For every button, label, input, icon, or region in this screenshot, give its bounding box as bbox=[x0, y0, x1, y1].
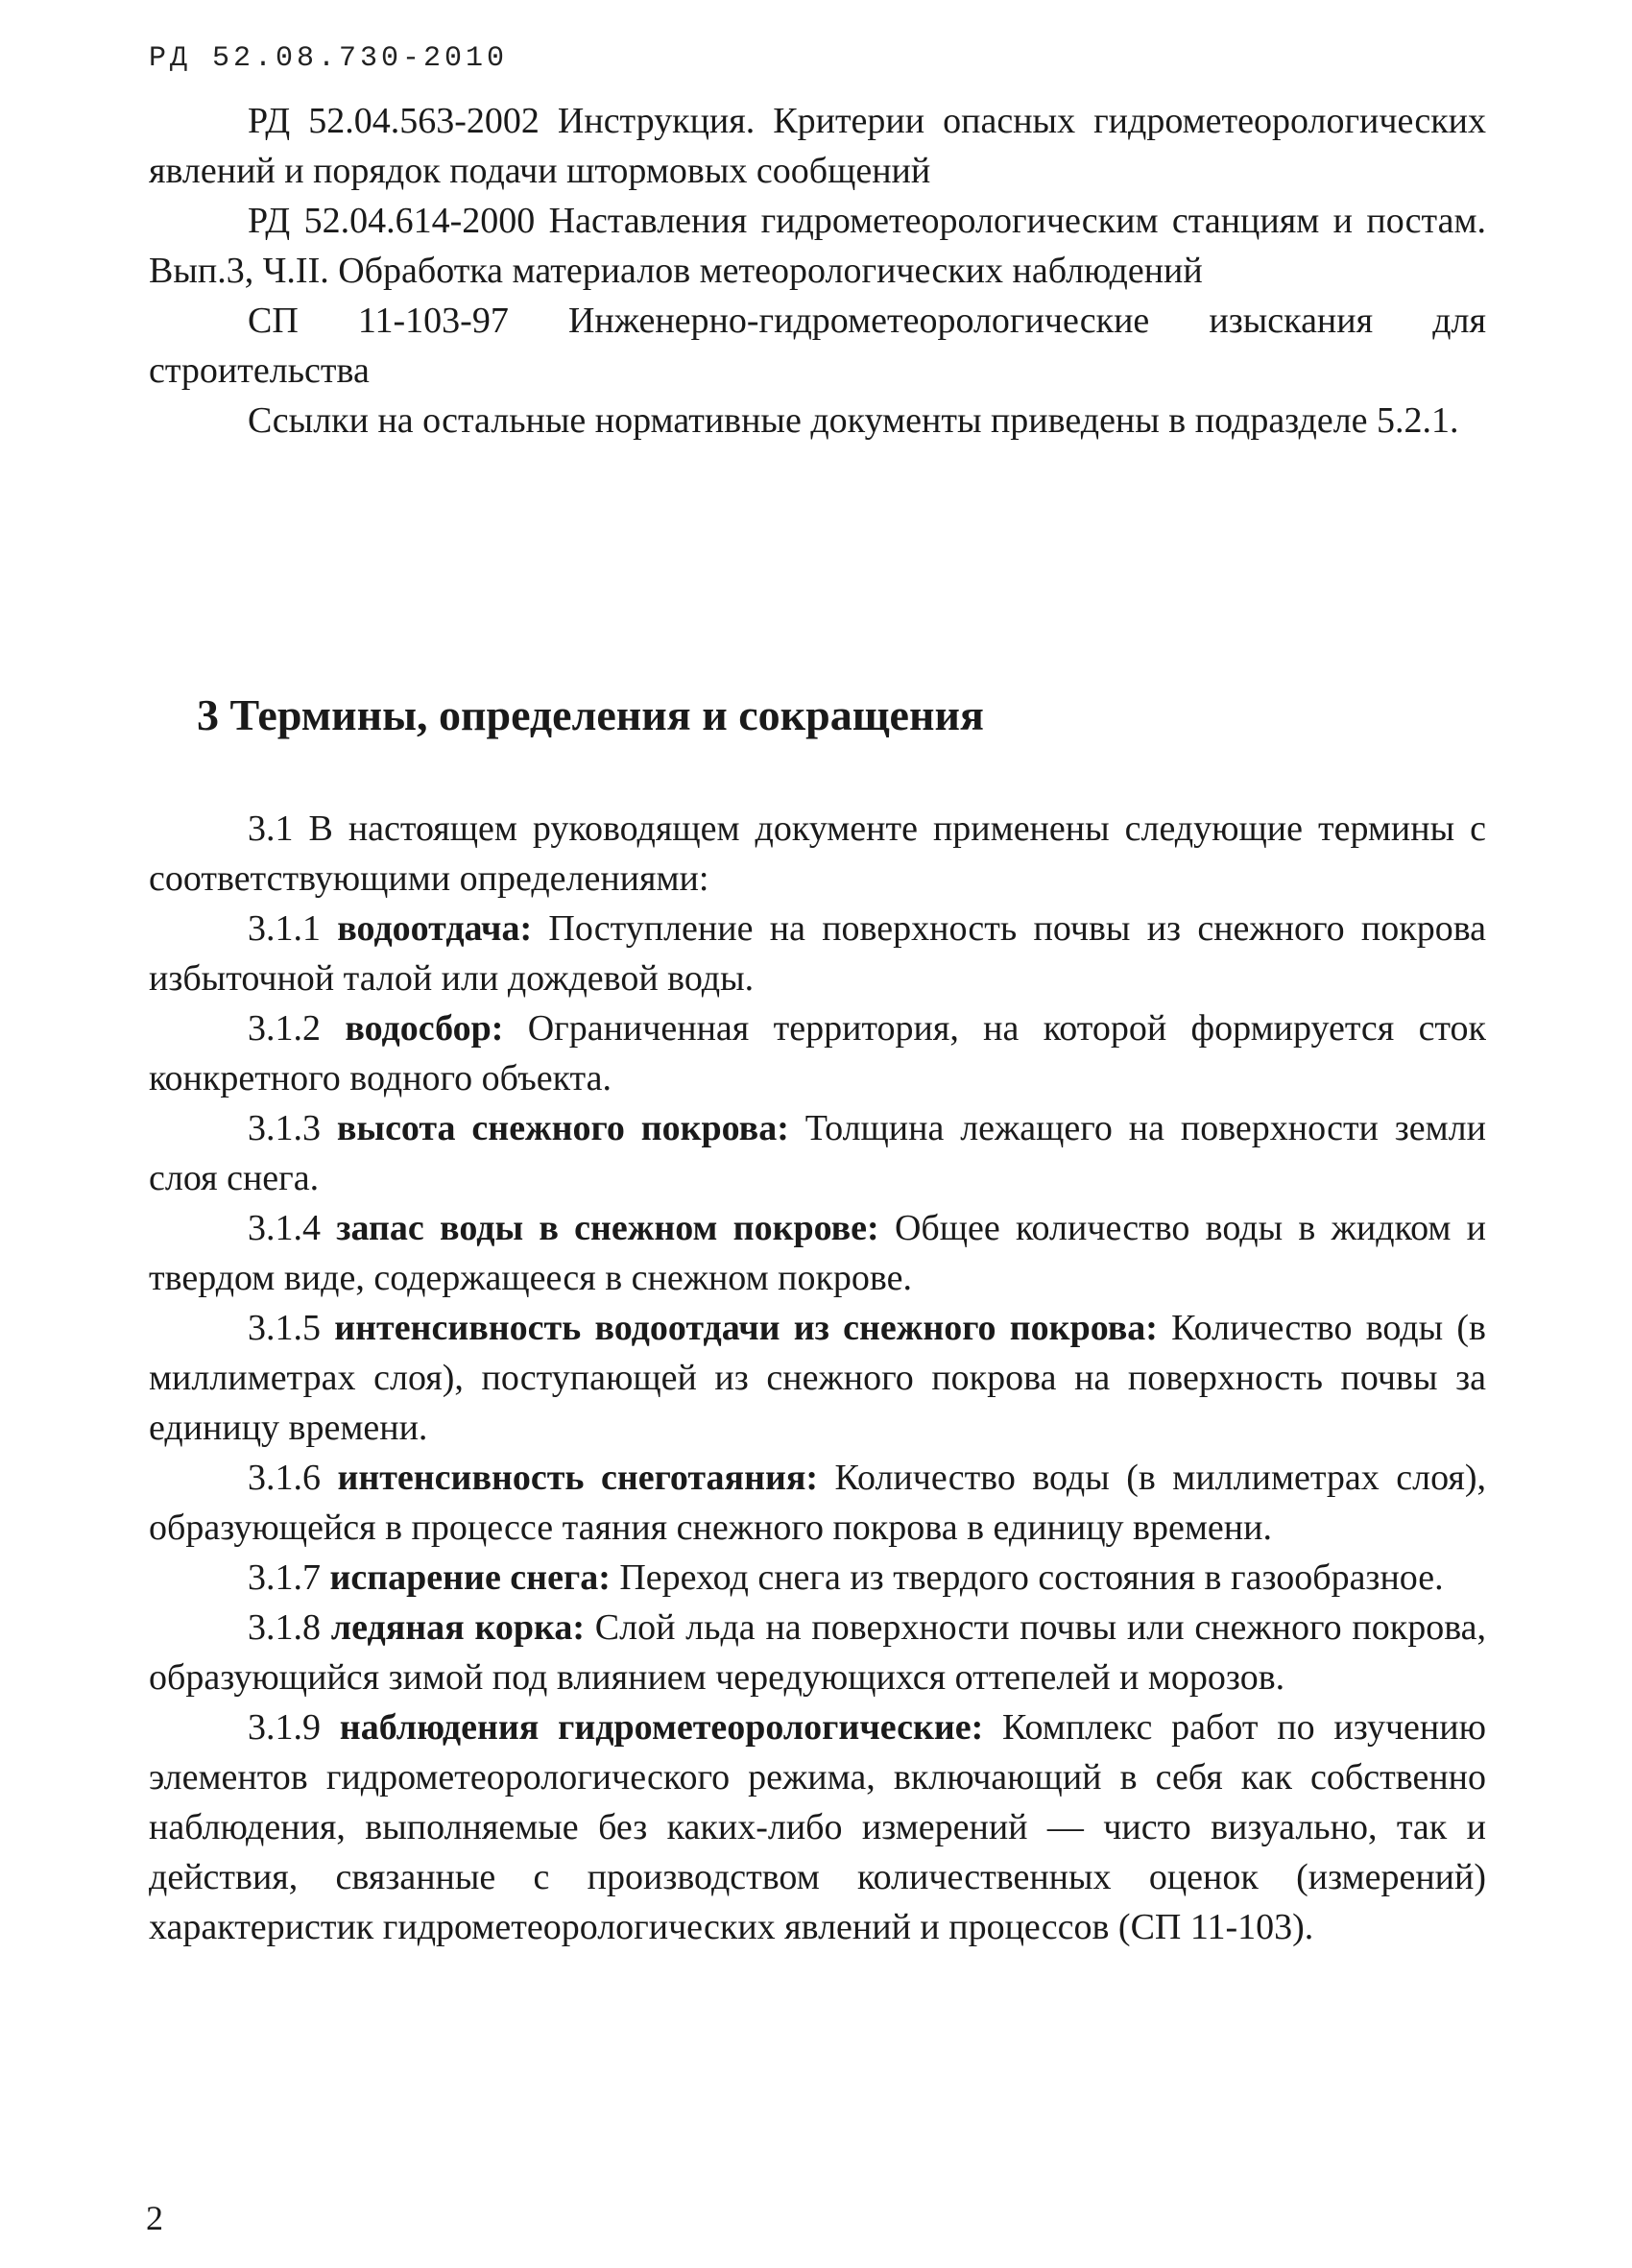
terms-intro: 3.1 В настоящем руководящем документе применены следующие термины с соответствующими определениями: bbox=[149, 808, 1486, 899]
term-number: 3.1.6 bbox=[248, 1458, 338, 1498]
term-definition: Переход снега из твердого состояния в газообразное. bbox=[610, 1557, 1444, 1598]
term-item bbox=[149, 904, 1486, 1003]
term-definition: Общее количество воды в жидком и твердом виде, содержащееся в снежном покрове. bbox=[149, 1208, 1486, 1298]
term-definition: Ограниченная территория, на которой формируется сток конкретного водного объекта. bbox=[149, 1008, 1487, 1098]
document-code: РД 52.08.730-2010 bbox=[149, 42, 509, 75]
section-heading: 3 Термины, определения и сокращения bbox=[197, 690, 984, 739]
term-item bbox=[149, 1453, 1486, 1553]
term-definition: Комплекс работ по изучению элементов гидрометеорологического режима, включающий в себя как собственно наблюдения, выполняемые без каких-либо измерений — чисто визуально, так и действия, связанные с производством количественных оценок (измерений) характеристик гидрометеорологических явлений и процессов (СП 11-103). bbox=[149, 1707, 1486, 1947]
term-item bbox=[149, 1103, 1486, 1203]
term-item bbox=[149, 1553, 1486, 1603]
term-number: 3.1.3 bbox=[248, 1108, 337, 1148]
term-number: 3.1.8 bbox=[248, 1607, 331, 1648]
page-number: 2 bbox=[146, 2199, 163, 2237]
term-item bbox=[149, 1203, 1486, 1303]
term-name: наблюдения гидрометеорологические: bbox=[339, 1707, 984, 1748]
reference-note: Ссылки на остальные нормативные документы приведены в подразделе 5.2.1. bbox=[248, 400, 1459, 441]
term-definition: Количество воды (в миллиметрах слоя), поступающей из снежного покрова на поверхность почвы за единицу времени. bbox=[149, 1308, 1486, 1448]
term-name: испарение снега: bbox=[329, 1557, 611, 1598]
term-definition: Слой льда на поверхности почвы или снежного покрова, образующийся зимой под влиянием чередующихся оттепелей и морозов. bbox=[149, 1607, 1487, 1698]
term-number: 3.1.2 bbox=[248, 1008, 346, 1049]
term-number: 3.1.1 bbox=[248, 908, 338, 949]
term-name: интенсивность водоотдачи из снежного покрова: bbox=[334, 1308, 1158, 1348]
reference-item: РД 52.04.614-2000 Наставления гидрометеорологическим станциям и постам. Вып.3, Ч.II. Обработка материалов метеорологических наблюдений bbox=[149, 201, 1486, 291]
term-name: водосбор: bbox=[345, 1008, 504, 1049]
term-number: 3.1.4 bbox=[248, 1208, 337, 1248]
term-name: водоотдача: bbox=[337, 908, 533, 949]
term-number: 3.1.5 bbox=[248, 1308, 335, 1348]
terms-list bbox=[149, 804, 1486, 1952]
term-item bbox=[149, 1603, 1486, 1702]
term-item bbox=[149, 1702, 1486, 1952]
term-name: запас воды в снежном покрове: bbox=[336, 1208, 879, 1248]
term-name: высота снежного покрова: bbox=[336, 1108, 789, 1148]
term-number: 3.1.7 bbox=[248, 1557, 330, 1598]
term-definition: Толщина лежащего на поверхности земли слоя снега. bbox=[149, 1108, 1486, 1198]
term-definition: Поступление на поверхность почвы из снежного покрова избыточной талой или дождевой воды. bbox=[149, 908, 1486, 999]
reference-item: СП 11-103-97 Инженерно-гидрометеорологические изыскания для строительства bbox=[149, 301, 1486, 391]
term-item bbox=[149, 1303, 1486, 1453]
term-name: ледяная корка: bbox=[330, 1607, 585, 1648]
term-item bbox=[149, 1003, 1486, 1103]
term-name: интенсивность снеготаяния: bbox=[337, 1458, 819, 1498]
term-definition: Количество воды (в миллиметрах слоя), образующейся в процессе таяния снежного покрова в единицу времени. bbox=[149, 1458, 1486, 1548]
term-number: 3.1.9 bbox=[248, 1707, 340, 1748]
references-block bbox=[149, 96, 1486, 446]
reference-item: РД 52.04.563-2002 Инструкция. Критерии опасных гидрометеорологических явлений и порядок подачи штормовых сообщений bbox=[149, 101, 1486, 191]
